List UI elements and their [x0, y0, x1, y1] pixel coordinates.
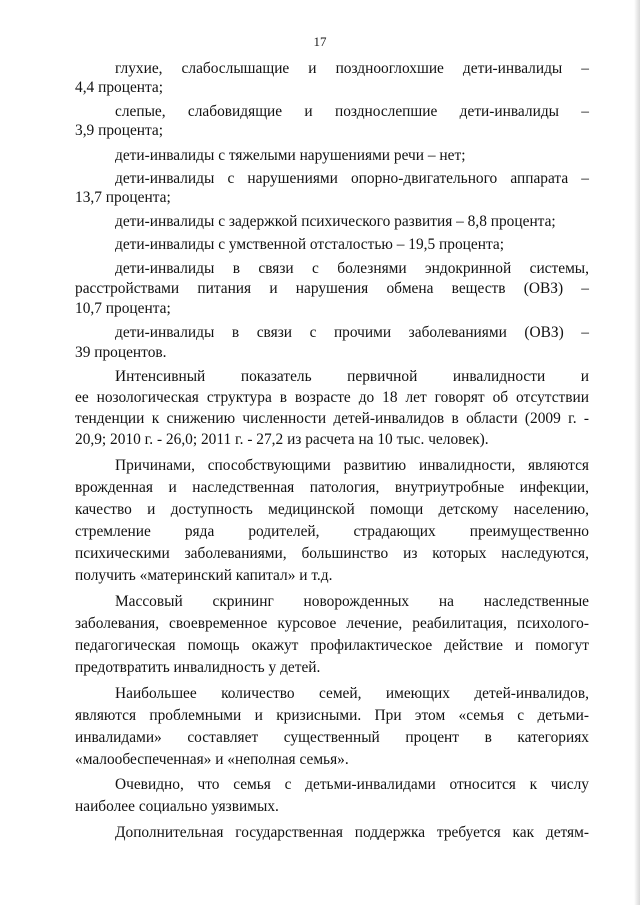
- text-line: Массовый скрининг новорожденных на наследственные: [115, 593, 589, 610]
- text-line: 10,7 процента;: [75, 300, 171, 317]
- text-line: врожденная и наследственная патология, внутриутробные инфекции,: [75, 479, 589, 496]
- text-line: предотвратить инвалидность у детей.: [75, 659, 321, 676]
- text-line: 3,9 процента;: [75, 122, 164, 139]
- text-line: инвалидами» составляет существенный процент в категориях: [75, 729, 589, 746]
- text-line: расстройствами питания и нарушения обмена веществ (ОВЗ) –: [75, 280, 589, 297]
- page-number: 17: [313, 34, 327, 49]
- text-line: дети-инвалиды в связи с болезнями эндокринной системы,: [115, 260, 589, 277]
- text-line: Причинами, способствующими развитию инвалидности, являются: [115, 457, 589, 474]
- text-line: являются проблемными и кризисными. При этом «семья с детьми-: [75, 707, 589, 724]
- text-line: дети-инвалиды с умственной отсталостью – 19,5 процента;: [115, 236, 504, 253]
- text-line: 39 процентов.: [75, 344, 167, 361]
- text-line: 4,4 процента;: [75, 79, 164, 96]
- text-line: ее нозологическая структура в возрасте до 18 лет говорят об отсутствии: [75, 389, 589, 406]
- text-line: слепые, слабовидящие и позднослепшие дети-инвалиды –: [115, 103, 589, 120]
- text-line: качество и доступность медицинской помощи детскому населению,: [75, 501, 589, 518]
- text-line: дети-инвалиды в связи с прочими заболеваниями (ОВЗ) –: [115, 324, 589, 341]
- text-line: 20,9; 2010 г. - 26,0; 2011 г. - 27,2 из расчета на 10 тыс. человек).: [75, 431, 489, 448]
- text-line: Дополнительная государственная поддержка требуется как детям-: [115, 824, 589, 841]
- text-line: дети-инвалиды с нарушениями опорно-двигательного аппарата –: [115, 170, 589, 187]
- text-line: психическими заболеваниями, большинство из которых наследуются,: [75, 545, 589, 562]
- text-line: получить «материнский капитал» и т.д.: [75, 567, 333, 584]
- text-line: дети-инвалиды с задержкой психического развития – 8,8 процента;: [115, 213, 556, 230]
- text-line: стремление ряда родителей, страдающих преимущественно: [75, 523, 589, 540]
- text-line: дети-инвалиды с тяжелыми нарушениями речи – нет;: [115, 147, 466, 164]
- text-line: 13,7 процента;: [75, 189, 171, 206]
- text-line: заболевания, своевременное курсовое лечение, реабилитация, психолого-: [75, 615, 589, 632]
- text-line: Очевидно, что семья с детьми-инвалидами относится к числу: [115, 776, 589, 793]
- text-line: педагогическая помощь окажут профилактическое действие и помогут: [75, 637, 589, 654]
- page-edge-shadow: [634, 0, 640, 905]
- text-line: наиболее социально уязвимых.: [75, 798, 279, 815]
- text-line: Наибольшее количество семей, имеющих детей-инвалидов,: [115, 685, 589, 702]
- text-line: Интенсивный показатель первичной инвалидности и: [115, 368, 589, 385]
- text-line: тенденции к снижению численности детей-инвалидов в области (2009 г. -: [75, 410, 589, 427]
- text-line: глухие, слабослышащие и позднооглохшие дети-инвалиды –: [115, 60, 589, 77]
- text-line: «малообеспеченная» и «неполная семья».: [75, 751, 349, 768]
